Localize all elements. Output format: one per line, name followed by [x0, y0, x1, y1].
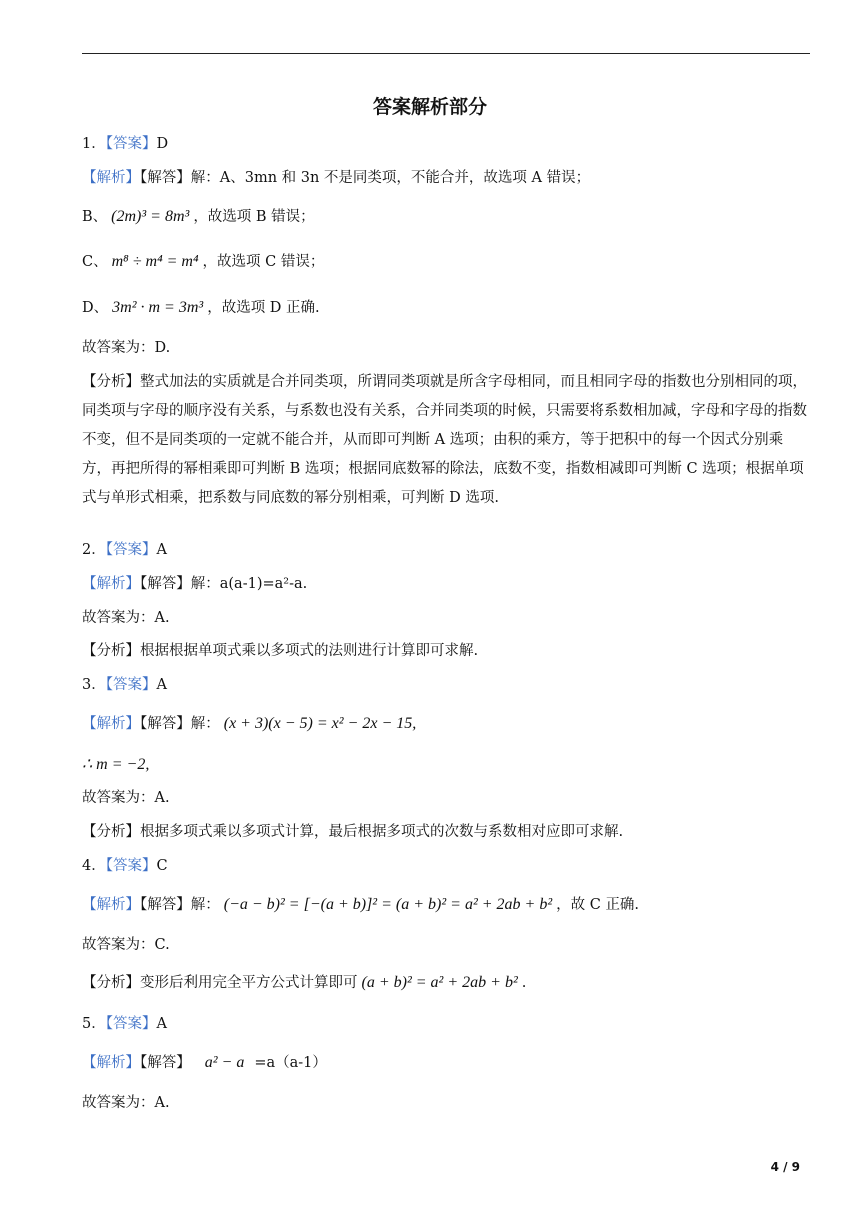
answer-tag: 【答案】: [105, 858, 157, 874]
page-number: 4 / 9: [770, 1160, 800, 1174]
q3-final-answer: 故答案为：A.: [82, 790, 170, 806]
q4-solution-line: [82, 895, 812, 915]
answer-tag: 【答案】: [105, 677, 157, 693]
q4-number: 4．: [82, 858, 106, 874]
q2-answer: A: [156, 542, 167, 558]
q5-solution-line: [82, 1053, 812, 1073]
q3-analysis: [82, 822, 812, 842]
page-title: 答案解析部分: [372, 96, 487, 118]
analysis-tag: 【分析】: [82, 824, 140, 840]
q3-analysis-text: 根据多项式乘以多项式计算，最后根据多项式的次数与系数相对应即可求解.: [140, 824, 624, 840]
q4-answer: C: [156, 858, 168, 874]
q2-solution-text: 解：a(a-1)=a²-a.: [190, 576, 308, 592]
q3-result: ∴ m = −2,: [82, 756, 150, 773]
q1-formula-c: m⁸ ÷ m⁴ = m⁴: [111, 253, 199, 270]
q4-analysis-text: 变形后利用完全平方公式计算即可: [140, 975, 358, 991]
q1-solution-line-2: [82, 207, 812, 227]
q3-solution-prefix: 解：: [190, 716, 220, 732]
explain-tag: 【解析】: [82, 170, 140, 186]
q1-option-c-text: ，故选项 C 错误；: [202, 254, 325, 270]
q3-answer-line: [82, 675, 812, 695]
q1-answer: D: [156, 136, 169, 152]
analysis-tag: 【分析】: [82, 975, 140, 991]
q1-final-answer: 故答案为：D.: [82, 340, 171, 356]
solve-tag: 【解答】: [140, 576, 191, 592]
solve-tag: 【解答】: [140, 897, 191, 913]
q4-analysis-end: .: [521, 975, 527, 991]
answer-tag: 【答案】: [105, 1016, 157, 1032]
explain-tag: 【解析】: [82, 897, 140, 913]
explain-tag: 【解析】: [82, 1055, 140, 1071]
q3-formula: (x + 3)(x − 5) = x² − 2x − 15,: [223, 715, 417, 732]
q1-analysis-text: 整式加法的实质就是合并同类项，所谓同类项就是所含字母相同，而且相同字母的指数也分别相同的项，同类项与字母的顺序没有关系，与系数也没有关系，合并同类项的时候，只需要将系数相加减，字母和字母的指数不变，但不是同类项的一定就不能合并，从而即可判断 A 选项；由积的乘方，等于把积中的每一个因式分别乘方，再把所得的幂相乘即可判断 B 选项；根据同底数幂的除法，底数不变，指数相减即可判断 C 选项；根据单项式与单形式相乘，把系数与同底数的幂分别相乘，可判断 D 选项.: [82, 374, 807, 506]
q4-solution-suffix: ，故 C 正确.: [556, 897, 640, 913]
q2-final-answer: 故答案为：A.: [82, 610, 170, 626]
q2-answer-line: [82, 540, 812, 560]
q3-answer: A: [156, 677, 167, 693]
analysis-tag: 【分析】: [82, 643, 140, 659]
q2-analysis: [82, 641, 812, 661]
q4-formula: (−a − b)² = [−(a + b)]² = (a + b)² = a² + 2ab + b²: [223, 896, 553, 913]
q3-number: 3．: [82, 677, 106, 693]
q3-solution-line-2: [82, 755, 812, 775]
q1-solution-line-4: [82, 298, 812, 318]
q3-solution-line-1: [82, 714, 812, 734]
q4-solution-prefix: 解：: [190, 897, 220, 913]
q1-option-d-text: ，故选项 D 正确.: [207, 300, 320, 316]
q1-option-b-label: B、: [82, 209, 108, 225]
q1-option-b-text: ，故选项 B 错误；: [193, 209, 315, 225]
solve-tag: 【解答】: [140, 170, 191, 186]
header-rule: [82, 53, 810, 54]
q5-solution-text: =a（a-1）: [254, 1055, 327, 1071]
analysis-tag: 【分析】: [82, 374, 140, 390]
solve-tag: 【解答】: [140, 716, 191, 732]
q1-number: 1．: [82, 136, 106, 152]
q5-formula: a² − a: [204, 1054, 245, 1071]
q4-answer-line: [82, 856, 812, 876]
q5-final-answer: 故答案为：A.: [82, 1095, 170, 1111]
q1-option-c-label: C、: [82, 254, 108, 270]
q5-answer-line: [82, 1014, 812, 1034]
q1-answer-line: [82, 134, 812, 154]
explain-tag: 【解析】: [82, 576, 140, 592]
q1-solution-line-3: [82, 252, 812, 272]
q4-analysis: [82, 973, 812, 993]
answer-tag: 【答案】: [105, 136, 157, 152]
q1-option-d-label: D、: [82, 300, 109, 316]
q2-solution-line: [82, 574, 812, 594]
solve-tag: 【解答】: [140, 1055, 191, 1071]
q1-solution-line-1: [82, 168, 812, 188]
q1-analysis: [82, 368, 812, 513]
q5-number: 5．: [82, 1016, 106, 1032]
q2-analysis-text: 根据根据单项式乘以多项式的法则进行计算即可求解.: [140, 643, 479, 659]
explain-tag: 【解析】: [82, 716, 140, 732]
q1-solution-text: 解：A、3mn 和 3n 不是同类项，不能合并，故选项 A 错误；: [190, 170, 591, 186]
q4-final-answer: 故答案为：C.: [82, 937, 170, 953]
q1-formula-d: 3m² · m = 3m³: [112, 299, 204, 316]
answer-tag: 【答案】: [105, 542, 157, 558]
q5-answer: A: [156, 1016, 167, 1032]
q1-formula-b: (2m)³ = 8m³: [111, 208, 190, 225]
q2-number: 2．: [82, 542, 106, 558]
q4-analysis-formula: (a + b)² = a² + 2ab + b²: [361, 974, 518, 991]
